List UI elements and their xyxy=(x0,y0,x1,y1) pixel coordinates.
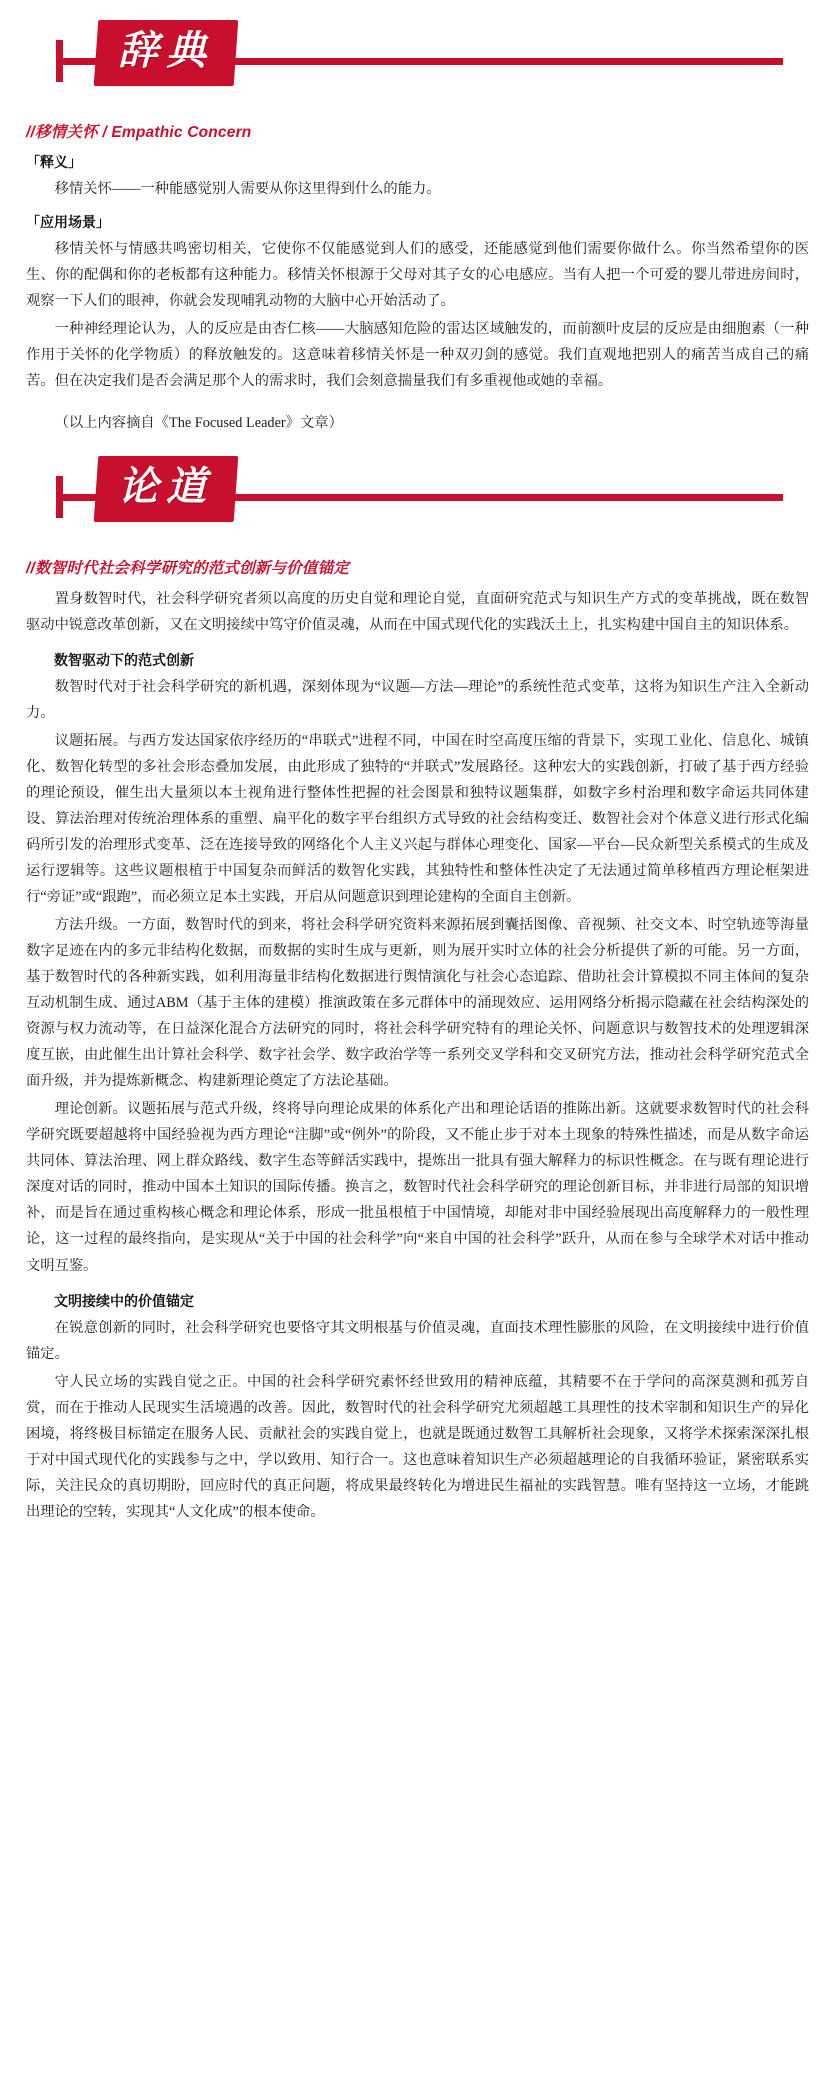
entry-title-paradigm-innovation: //数智时代社会科学研究的范式创新与价值锚定 xyxy=(26,560,350,578)
banner-bar-cap xyxy=(56,476,63,518)
paragraph: 在锐意创新的同时，社会科学研究也要恪守其文明根基与价值灵魂，直面技术理性膨胀的风险，在文明接续中进行价值锚定。 xyxy=(26,1319,809,1362)
banner-title-text: 论道 xyxy=(118,463,215,511)
paragraph: 移情关怀——一种能感觉别人需要从你这里得到什么的能力。 xyxy=(54,181,441,197)
paragraph: 数智时代对于社会科学研究的新机遇，深刻体现为“议题—方法—理论”的系统性范式变革，这将为知识生产注入全新动力。 xyxy=(26,679,809,722)
label-application: 「应用场景」 xyxy=(26,214,110,231)
banner-bar-cap xyxy=(56,40,63,82)
section-banner-discourse xyxy=(0,454,839,540)
definition-body xyxy=(0,176,839,202)
banner-title-block xyxy=(94,20,239,86)
document-page xyxy=(0,18,839,1537)
paragraph: 议题拓展。与西方发达国家依序经历的“串联式”进程不同，中国在时空高度压缩的背景下，实现工业化、信息化、城镇化、数智化转型的多社会形态叠加发展，由此形成了独特的“并联式”发展路径。这种宏大的实践创新，打破了基于西方经验的理论预设，催生出大量须以本土视角进行整体性把握的社会图景和独特议题集群，如数字乡村治理和数字命运共同体建设、算法治理对传统治理体系的重塑、扁平化的数字平台组织方式导致的社会结构变迁、数智社会对个体意义进行形式化编码所引发的治理形式变革、泛在连接导致的网络化个人主义兴起与群体心理变化、国家—平台—民众新型关系模式的生成及运行逻辑等。这些议题根植于中国复杂而鲜活的数智化实践，其独特性和整体性决定了无法通过简单移植西方理论框架进行“旁证”或“跟跑”，而必须立足本土实践，开启从问题意识到理论建构的全面自主创新。 xyxy=(26,733,809,906)
section-banner-dictionary xyxy=(0,18,839,104)
paragraph: 一种神经理论认为，人的反应是由杏仁核——大脑感知危险的雷达区域触发的，而前额叶皮层的反应是由细胞素（一种作用于关怀的化学物质）的释放触发的。这意味着移情关怀是一种双刃剑的感觉。我们直观地把别人的痛苦当成自己的痛苦。但在决定我们是否会满足那个人的需求时，我们会刻意揣量我们有多重视他或她的幸福。 xyxy=(26,321,809,390)
paragraph: 守人民立场的实践自觉之正。中国的社会科学研究素怀经世致用的精神底蕴，其精要不在于学问的高深莫测和孤芳自赏，而在于推动人民现实生活境遇的改善。因此，数智时代的社会科学研究尤须超越工具理性的技术宰制和知识生产的异化困境，将终极目标锚定在服务人民、贡献社会的实践自觉上，也就是既通过数智工具解析社会现象，又将学术探索深深扎根于对中国式现代化的实践参与之中，学以致用、知行合一。这也意味着知识生产必须超越理论的自我循环验证，紧密联系实际，关注民众的真切期盼，回应时代的真正问题，将成果最终转化为增进民生福祉的实践智慧。唯有坚持这一立场，才能跳出理论的空转，实现其“人文化成”的根本使命。 xyxy=(26,1373,809,1520)
entry-title-empathic-concern: //移情关怀 / Empathic Concern xyxy=(26,124,252,141)
subsection-heading-paradigm: 数智驱动下的范式创新 xyxy=(54,652,194,669)
source-note: （以上内容摘自《The Focused Leader》文章） xyxy=(54,415,343,432)
paragraph: 移情关怀与情感共鸣密切相关，它使你不仅能感觉到人们的感受，还能感觉到他们需要你做什么。你当然希望你的医生、你的配偶和你的老板都有这种能力。移情关怀根源于父母对其子女的心电感应。当有人把一个可爱的婴儿带进房间时，观察一下人们的眼神，你就会发现哺乳动物的大脑中心开始活动了。 xyxy=(26,241,809,310)
paragraph: 方法升级。一方面，数智时代的到来，将社会科学研究资料来源拓展到囊括图像、音视频、社交文本、时空轨迹等海量数字足迹在内的多元非结构化数据，而数据的实时生成与更新，则为展开实时立体的社会分析提供了新的可能。另一方面，基于数智时代的各种新实践，如利用海量非结构化数据进行舆情演化与社会心态追踪、借助社会计算模拟不同主体间的复杂互动机制生成、通过ABM（基于主体的建模）推演政策在多元群体中的涌现效应、运用网络分析揭示隐藏在社会结构深处的资源与权力流动等，在日益深化混合方法研究的同时，将社会科学研究特有的理论关怀、问题意识与数智技术的处理逻辑深度互嵌，由此催生出计算社会科学、数字社会学、数字政治学等一系列交叉学科和交叉研究方法，推动社会科学研究范式全面升级，并为提炼新概念、构建新理论奠定了方法论基础。 xyxy=(26,917,809,1090)
paragraph: 理论创新。议题拓展与范式升级，终将导向理论成果的体系化产出和理论话语的推陈出新。这就要求数智时代的社会科学研究既要超越将中国经验视为西方理论“注脚”或“例外”的阶段，又不能止步于对本土现象的特殊性描述，而是从数字命运共同体、算法治理、网上群众路线、数字生态等鲜活实践中，提炼出一批具有强大解释力的标识性概念。在与既有理论进行深度对话的同时，推动中国本土知识的国际传播。换言之，数智时代社会科学研究的理论创新目标，并非进行局部的知识增补，而是旨在通过重构核心概念和理论体系，形成一批虽根植于中国情境，却能对非中国经验展现出高度解释力的一般性理论，这一过程的最终指向，是实现从“关于中国的社会科学”向“来自中国的社会科学”跃升，从而在参与全球学术对话中推动文明互鉴。 xyxy=(26,1101,809,1274)
discourse-body xyxy=(0,586,839,1525)
label-definition: 「释义」 xyxy=(26,154,82,170)
subsection-heading-value-anchoring: 文明接续中的价值锚定 xyxy=(54,1292,194,1309)
application-body xyxy=(0,236,839,436)
banner-title-block xyxy=(94,456,239,522)
banner-title-text: 辞典 xyxy=(118,27,215,74)
lead-paragraph: 置身数智时代，社会科学研究者须以高度的历史自觉和理论自觉，直面研究范式与知识生产方式的变革挑战，既在数智驱动中锐意改革创新，又在文明接续中笃守价值灵魂，从而在中国式现代化的实践沃土上，扎实构建中国自主的知识体系。 xyxy=(26,591,809,634)
